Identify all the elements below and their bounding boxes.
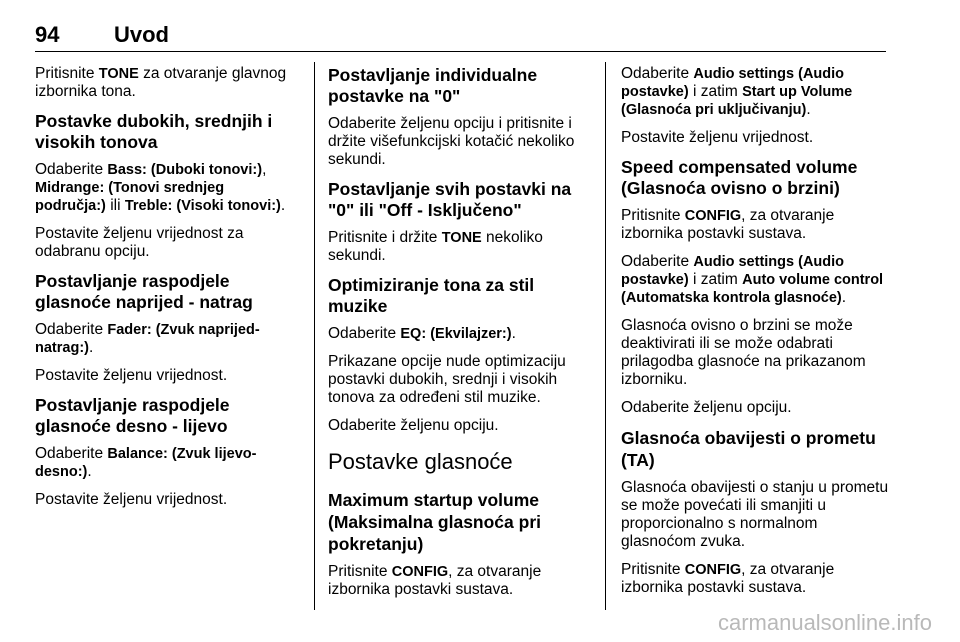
section-title-volume: Postavke glasnoće	[328, 449, 513, 474]
heading-optimize-music: Optimiziranje tona za stil muzike	[328, 275, 535, 316]
heading-max-startup-volume: Maximum startup volume (Maksimalna glasnoća pri pokretanju)	[328, 490, 541, 554]
heading-all-reset: Postavljanje svih postavki na "0" ili "Off - Isključeno"	[328, 179, 572, 220]
text: .	[511, 325, 516, 342]
audio-settings-option: Audio settings (Audio postavke)	[621, 254, 845, 288]
paragraph-startup-value: Postavite željenu vrijednost.	[621, 129, 814, 146]
paragraph-eq-description: Prikazane opcije nude optimizaciju postavki dubokih, srednji i visokih tonova za određeni stil muzike.	[328, 353, 566, 406]
config-keyword: CONFIG	[391, 564, 449, 580]
heading-bass-mid-treble: Postavke dubokih, srednjih i visokih tonova	[35, 111, 273, 152]
text: ili	[105, 197, 125, 214]
paragraph-eq-choose: Odaberite željenu opciju.	[328, 417, 499, 434]
text: , za otvaranje izbornika postavki sustava.	[621, 207, 835, 242]
text: Pritisnite	[35, 65, 99, 82]
paragraph-tone-open	[35, 65, 297, 101]
text: Pritisnite	[621, 207, 685, 224]
paragraph-config-open-3	[621, 561, 889, 597]
auto-volume-option: Auto volume control (Automatska kontrola glasnoće)	[621, 272, 884, 306]
paragraph-individual-reset: Odaberite željenu opciju i pritisnite i držite višefunkcijski kotačić nekoliko sekundi.	[328, 115, 575, 168]
text: Odaberite	[621, 253, 694, 270]
column-3	[621, 63, 889, 607]
config-keyword: CONFIG	[684, 208, 742, 224]
paragraph-bass-select	[35, 161, 297, 215]
paragraph-audio-auto-volume	[621, 253, 889, 307]
paragraph-bass-value: Postavite željenu vrijednost za odabranu opciju.	[35, 225, 244, 260]
heading-individual-reset: Postavljanje individualne postavke na "0"	[328, 65, 538, 106]
treble-option: Treble: (Visoki tonovi:)	[124, 198, 281, 214]
text: Pritisnite i držite	[328, 229, 442, 246]
paragraph-fader-value: Postavite željenu vrijednost.	[35, 367, 228, 384]
page-header-title: Uvod	[114, 22, 169, 47]
header-rule	[35, 51, 886, 52]
fader-option: Fader: (Zvuk naprijed-natrag:)	[35, 322, 260, 356]
text: , za otvaranje izbornika postavki sustava.	[328, 563, 542, 598]
startup-volume-option: Start up Volume (Glasnoća pri uključivanju)	[621, 84, 853, 118]
text: .	[88, 339, 94, 356]
column-divider-2	[605, 62, 606, 610]
heading-ta-volume: Glasnoća obavijesti o prometu (TA)	[621, 428, 876, 470]
tone-keyword: TONE	[98, 66, 139, 82]
audio-settings-option: Audio settings (Audio postavke)	[621, 66, 845, 100]
text: ,	[262, 161, 267, 178]
text: i zatim	[688, 83, 743, 100]
paragraph-speed-choose: Odaberite željenu opciju.	[621, 399, 792, 416]
balance-option: Balance: (Zvuk lijevo-desno:)	[35, 446, 257, 480]
text: za otvaranje glavnog izbornika tona.	[35, 65, 287, 100]
tone-keyword: TONE	[441, 230, 482, 246]
watermark-text: carmanualsonline.info	[717, 610, 932, 635]
text: Odaberite	[35, 445, 108, 462]
eq-option: EQ: (Ekvilajzer:)	[400, 326, 512, 342]
heading-fader: Postavljanje raspodjele glasnoće naprijed - natrag	[35, 271, 253, 312]
heading-speed-compensated: Speed compensated volume (Glasnoća ovisno o brzini)	[621, 157, 858, 198]
paragraph-audio-startup	[621, 65, 889, 119]
paragraph-eq-select	[328, 325, 590, 343]
paragraph-ta-description: Glasnoća obavijesti o stanju u prometu se može povećati ili smanjiti u proporcionalno s normalnom glasnoćom zvuka.	[621, 479, 889, 550]
paragraph-all-reset	[328, 229, 590, 265]
text: .	[280, 197, 286, 214]
heading-balance: Postavljanje raspodjele glasnoće desno - lijevo	[35, 395, 230, 436]
bass-option: Bass: (Duboki tonovi:)	[107, 162, 263, 178]
paragraph-balance-select	[35, 445, 297, 481]
text: Odaberite	[35, 161, 108, 178]
paragraph-config-open-2	[621, 207, 889, 243]
text: i zatim	[688, 271, 743, 288]
paragraph-balance-value: Postavite željenu vrijednost.	[35, 491, 228, 508]
page-number: 94	[35, 22, 60, 47]
text: Odaberite	[621, 65, 694, 82]
text: Odaberite	[328, 325, 401, 342]
midrange-option: Midrange: (Tonovi srednjeg područja:)	[35, 180, 225, 214]
config-keyword: CONFIG	[684, 562, 742, 578]
text: nekoliko sekundi.	[328, 229, 543, 264]
column-divider-1	[314, 62, 315, 610]
text: .	[87, 463, 92, 480]
text: Pritisnite	[328, 563, 392, 580]
text: Pritisnite	[621, 561, 685, 578]
text: .	[806, 101, 811, 118]
text: .	[841, 289, 847, 306]
paragraph-config-open	[328, 563, 590, 599]
column-2	[328, 63, 590, 609]
text: Odaberite	[35, 321, 108, 338]
paragraph-fader-select	[35, 321, 297, 357]
paragraph-speed-description: Glasnoća ovisno o brzini se može deaktivirati ili se može odabrati prilagodba glasnoće na prikazanom izborniku.	[621, 317, 866, 388]
column-1	[35, 63, 297, 519]
text: , za otvaranje izbornika postavki sustava.	[621, 561, 835, 596]
